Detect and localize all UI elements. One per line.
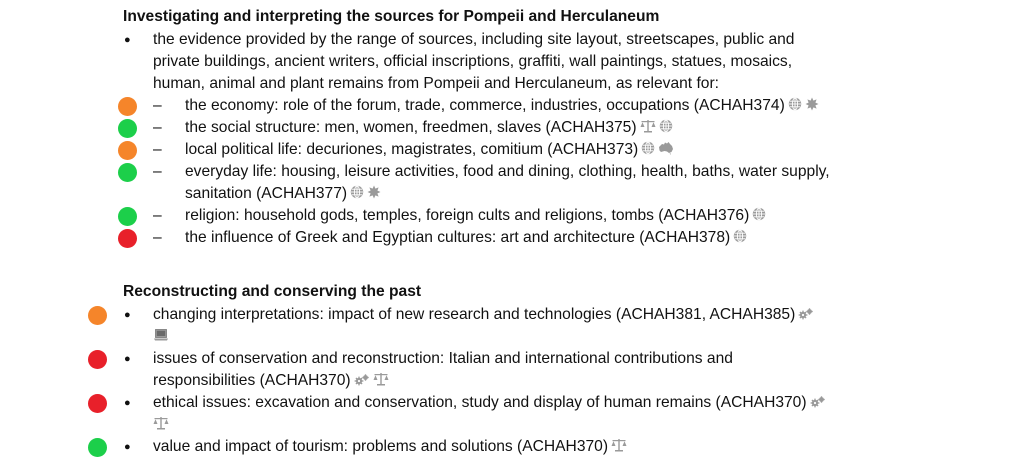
item-text-line: the influence of Greek and Egyptian cultures: art and architecture (ACHAH378) [185, 229, 731, 246]
item-text-line: the social structure: men, women, freedmen, slaves (ACHAH375) [185, 119, 637, 136]
item-text-line: value and impact of tourism: problems and solutions (ACHAH370) [153, 438, 609, 455]
dash-marker: – [153, 97, 162, 114]
item-text-line: responsibilities (ACHAH370) [153, 372, 351, 389]
scales-icon[interactable] [153, 416, 169, 430]
gear-icon[interactable] [805, 97, 819, 111]
item-text-line: sanitation (ACHAH377) [185, 185, 348, 202]
section-heading-reconstructing: Reconstructing and conserving the past [123, 283, 422, 300]
status-dot-orange [118, 141, 137, 160]
section-heading-sources: Investigating and interpreting the sources for Pompeii and Herculaneum [123, 8, 660, 25]
status-dot-green [118, 163, 137, 182]
bullet-marker: ● [124, 353, 131, 365]
gears-icon[interactable] [354, 374, 370, 386]
item-text-line: local political life: decuriones, magistrates, comitium (ACHAH373) [185, 141, 639, 158]
scales-icon[interactable] [640, 119, 656, 133]
item-text-line: religion: household gods, temples, foreign cults and religions, tombs (ACHAH376) [185, 207, 750, 224]
item-text-line: ethical issues: excavation and conservation, study and display of human remains (ACHAH370) [153, 394, 807, 411]
item-text-line: issues of conservation and reconstruction: Italian and international contributions and [153, 350, 733, 367]
globe-icon[interactable] [641, 141, 655, 155]
item-text-line: everyday life: housing, leisure activities, food and dining, clothing, health, baths, water supply, [185, 163, 830, 180]
status-dot-orange [88, 306, 107, 325]
gears-icon[interactable] [798, 308, 814, 320]
status-dot-green [118, 119, 137, 138]
dash-marker: – [153, 163, 162, 180]
dash-marker: – [153, 207, 162, 224]
bullet-marker: ● [124, 34, 131, 46]
status-dot-green [118, 207, 137, 226]
status-dot-green [88, 438, 107, 457]
scales-icon[interactable] [373, 372, 389, 386]
intro-line-2: private buildings, ancient writers, official inscriptions, graffiti, wall paintings, statues, mosaics, [153, 53, 793, 70]
status-dot-red [88, 394, 107, 413]
globe-icon[interactable] [752, 207, 766, 221]
dash-marker: – [153, 229, 162, 246]
status-dot-orange [118, 97, 137, 116]
item-text-line: changing interpretations: impact of new research and technologies (ACHAH381, ACHAH385) [153, 306, 796, 323]
status-dot-red [88, 350, 107, 369]
dash-marker: – [153, 141, 162, 158]
bullet-marker: ● [124, 397, 131, 409]
globe-icon[interactable] [659, 119, 673, 133]
laptop-icon[interactable] [153, 328, 169, 342]
status-dot-red [118, 229, 137, 248]
australia-icon[interactable] [658, 141, 674, 155]
scales-icon[interactable] [611, 438, 627, 452]
dash-marker: – [153, 119, 162, 136]
gears-icon[interactable] [810, 396, 826, 408]
bullet-marker: ● [124, 441, 131, 453]
globe-icon[interactable] [733, 229, 747, 243]
bullet-marker: ● [124, 309, 131, 321]
intro-line-1: the evidence provided by the range of sources, including site layout, streetscapes, public and [153, 31, 795, 48]
globe-icon[interactable] [788, 97, 802, 111]
intro-line-3: human, animal and plant remains from Pompeii and Herculaneum, as relevant for: [153, 75, 719, 92]
globe-icon[interactable] [350, 185, 364, 199]
gear-icon[interactable] [367, 185, 381, 199]
item-text-line: the economy: role of the forum, trade, commerce, industries, occupations (ACHAH374) [185, 97, 785, 114]
